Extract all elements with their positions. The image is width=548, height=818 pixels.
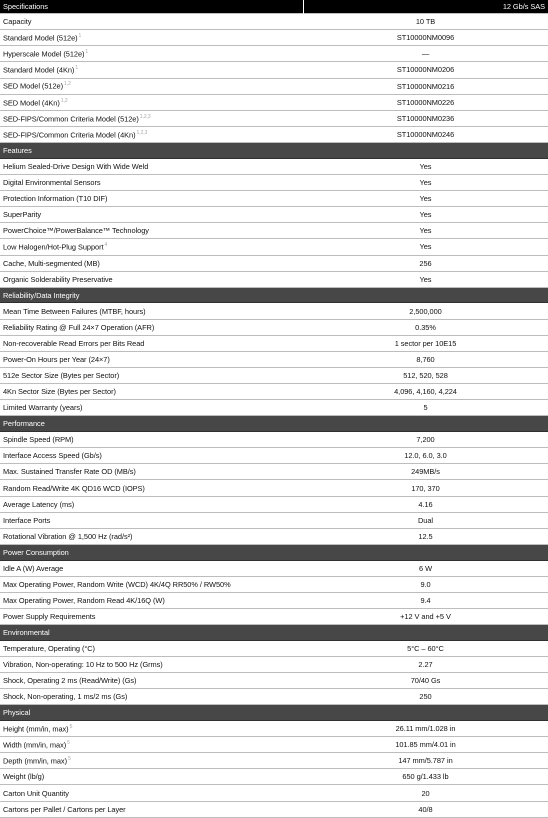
spec-value: 9.4	[420, 595, 431, 605]
spec-label: Weight (lb/g)	[3, 772, 45, 782]
spec-row	[0, 737, 548, 753]
spec-value: 1 sector per 10E15	[394, 338, 457, 348]
spec-label-cell	[0, 532, 303, 541]
spec-label-cell	[0, 226, 303, 235]
spec-label-cell	[0, 162, 303, 171]
spec-label-cell	[0, 65, 303, 74]
spec-row	[0, 609, 548, 625]
spec-row	[0, 79, 548, 95]
spec-row	[0, 721, 548, 737]
spec-value: Yes	[419, 161, 432, 171]
spec-value: 2.27	[418, 659, 433, 669]
spec-label-cell	[0, 323, 303, 332]
spec-value: 2,500,000	[409, 306, 442, 316]
spec-label: Power-On Hours per Year (24×7)	[3, 354, 110, 364]
spec-label-cell	[0, 435, 303, 444]
spec-value: Yes	[419, 274, 432, 284]
spec-value: Yes	[419, 177, 432, 187]
spec-label: Low Halogen/Hot-Plug Support	[3, 242, 104, 252]
spec-label-cell	[0, 692, 303, 701]
spec-value: 6 W	[419, 563, 432, 573]
footnote-marker: 1	[78, 32, 82, 39]
spec-label-cell	[0, 403, 303, 412]
spec-value: +12 V and +5 V	[400, 612, 451, 622]
spec-label: Carton Unit Quantity	[3, 788, 69, 798]
spec-label: Standard Model (512e)	[3, 33, 78, 43]
spec-value: 256	[419, 258, 432, 268]
spec-value: 10 TB	[415, 17, 436, 27]
spec-label: 4Kn Sector Size (Bytes per Sector)	[3, 387, 116, 397]
spec-value: 26.11 mm/1.028 in	[395, 723, 456, 733]
spec-label: Depth (mm/in, max)	[3, 756, 67, 766]
spec-label-cell	[0, 805, 303, 814]
spec-row	[0, 448, 548, 464]
spec-row	[0, 95, 548, 111]
spec-value: 5	[423, 403, 428, 413]
spec-label: Protection Information (T10 DIF)	[3, 194, 108, 204]
spec-value: ST10000NM0206	[396, 65, 455, 75]
spec-label-cell	[0, 756, 303, 765]
spec-label-cell	[0, 451, 303, 460]
spec-row	[0, 785, 548, 801]
section-title: Reliability/Data Integrity	[3, 290, 80, 300]
spec-row	[0, 303, 548, 319]
spec-label: Capacity	[3, 17, 32, 27]
spec-value: 7,200	[416, 435, 435, 445]
footnote-marker: 1,2,3	[136, 129, 148, 136]
spec-value: ST10000NM0226	[396, 97, 455, 107]
spec-label-cell	[0, 500, 303, 509]
spec-value: 4,096, 4,160, 4,224	[394, 387, 457, 397]
spec-value: Yes	[419, 226, 432, 236]
section-header	[0, 545, 548, 561]
spec-row	[0, 175, 548, 191]
spec-row	[0, 577, 548, 593]
spec-value: 20	[421, 788, 430, 798]
section-title: Power Consumption	[3, 547, 69, 557]
spec-label: Digital Environmental Sensors	[3, 177, 101, 187]
spec-label-cell	[0, 194, 303, 203]
spec-label-cell	[0, 644, 303, 653]
spec-row	[0, 30, 548, 46]
spec-value: —	[421, 49, 430, 59]
spec-label: Hyperscale Model (512e)	[3, 49, 85, 59]
spec-value: 147 mm/5.787 in	[398, 756, 453, 766]
spec-label: Vibration, Non-operating: 10 Hz to 500 Hz (Grms)	[3, 659, 163, 669]
spec-value: Yes	[419, 242, 432, 252]
spec-row	[0, 641, 548, 657]
spec-label: Interface Access Speed (Gb/s)	[3, 451, 102, 461]
spec-value: ST10000NM0216	[396, 81, 455, 91]
spec-label: Organic Solderability Preservative	[3, 274, 113, 284]
spec-row	[0, 497, 548, 513]
spec-table-body	[0, 14, 548, 818]
header-model: 12 Gb/s SAS	[303, 0, 548, 14]
section-title: Performance	[3, 419, 45, 429]
spec-row	[0, 352, 548, 368]
spec-label: Standard Model (4Kn)	[3, 65, 75, 75]
spec-label: Average Latency (ms)	[3, 499, 75, 509]
spec-label: SED Model (512e)	[3, 81, 63, 91]
spec-label: Width (mm/in, max)	[3, 740, 67, 750]
spec-row	[0, 673, 548, 689]
spec-row	[0, 561, 548, 577]
footnote-marker: 1	[75, 65, 79, 72]
spec-label: Height (mm/in, max)	[3, 724, 69, 734]
spec-row	[0, 513, 548, 529]
footnote-marker: 1	[85, 49, 89, 56]
spec-label: Power Supply Requirements	[3, 612, 96, 622]
spec-label-cell	[0, 740, 303, 749]
spec-value: 0.35%	[415, 322, 436, 332]
spec-label-cell	[0, 516, 303, 525]
spec-label-cell	[0, 242, 303, 251]
spec-label-cell	[0, 612, 303, 621]
spec-label: Random Read/Write 4K QD16 WCD (IOPS)	[3, 483, 145, 493]
spec-value: 9.0	[420, 579, 431, 589]
spec-label-cell	[0, 789, 303, 798]
spec-label: Cartons per Pallet / Cartons per Layer	[3, 804, 126, 814]
spec-row	[0, 432, 548, 448]
spec-label: Shock, Operating 2 ms (Read/Write) (Gs)	[3, 676, 137, 686]
spec-value: 70/40 Gs	[410, 676, 441, 686]
spec-value: ST10000NM0096	[396, 33, 455, 43]
spec-row	[0, 593, 548, 609]
spec-value: 8,760	[416, 354, 435, 364]
spec-row	[0, 111, 548, 127]
footnote-marker: 1,2	[64, 81, 71, 88]
spec-label: SED-FIPS/Common Criteria Model (4Kn)	[3, 130, 136, 140]
spec-label: Max. Sustained Transfer Rate OD (MB/s)	[3, 467, 136, 477]
spec-label: Shock, Non-operating, 1 ms/2 ms (Gs)	[3, 692, 128, 702]
spec-row	[0, 802, 548, 818]
spec-label-cell	[0, 339, 303, 348]
spec-row	[0, 239, 548, 255]
spec-row	[0, 223, 548, 239]
spec-row	[0, 14, 548, 30]
spec-row	[0, 207, 548, 223]
spec-row	[0, 272, 548, 288]
spec-label-cell	[0, 259, 303, 268]
spec-label: SED-FIPS/Common Criteria Model (512e)	[3, 114, 139, 124]
spec-label: Spindle Speed (RPM)	[3, 435, 74, 445]
spec-label-cell	[0, 676, 303, 685]
section-header	[0, 288, 548, 304]
spec-row	[0, 336, 548, 352]
spec-row	[0, 464, 548, 480]
spec-label: Interface Ports	[3, 515, 51, 525]
spec-label-cell	[0, 33, 303, 42]
spec-label-cell	[0, 596, 303, 605]
spec-label-cell	[0, 580, 303, 589]
section-header	[0, 625, 548, 641]
section-header	[0, 416, 548, 432]
spec-label: Temperature, Operating (°C)	[3, 643, 95, 653]
spec-label: Non-recoverable Read Errors per Bits Read	[3, 338, 145, 348]
spec-label-cell	[0, 81, 303, 90]
spec-row	[0, 657, 548, 673]
spec-label: Idle A (W) Average	[3, 563, 64, 573]
spec-value: ST10000NM0236	[396, 113, 455, 123]
spec-value: 4.16	[418, 499, 433, 509]
header-label: Specifications	[3, 2, 48, 11]
spec-value: 12.5	[418, 531, 433, 541]
spec-label: Max Operating Power, Random Read 4K/16Q (W)	[3, 595, 165, 605]
spec-value: 40/8	[418, 804, 433, 814]
spec-label: Rotational Vibration @ 1,500 Hz (rad/s²)	[3, 531, 133, 541]
footnote-marker: 4	[104, 242, 108, 249]
spec-row	[0, 753, 548, 769]
spec-row	[0, 480, 548, 496]
spec-row	[0, 689, 548, 705]
spec-label-cell	[0, 660, 303, 669]
spec-value: 249MB/s	[411, 467, 440, 477]
spec-table-header	[0, 0, 548, 14]
spec-row	[0, 400, 548, 416]
spec-value: Dual	[418, 515, 433, 525]
spec-label-cell	[0, 371, 303, 380]
spec-label: Cache, Multi-segmented (MB)	[3, 258, 100, 268]
section-title: Environmental	[3, 627, 50, 637]
footnote-marker: 5	[67, 739, 70, 746]
spec-label: 512e Sector Size (Bytes per Sector)	[3, 371, 120, 381]
spec-value: Yes	[419, 194, 432, 204]
spec-label-cell	[0, 98, 303, 107]
spec-label-cell	[0, 49, 303, 58]
spec-value: 12.0, 6.0, 3.0	[404, 451, 447, 461]
spec-label-cell	[0, 772, 303, 781]
spec-label: Helium Sealed-Drive Design With Wide Weld	[3, 161, 149, 171]
spec-value: 250	[419, 692, 432, 702]
spec-label-cell	[0, 387, 303, 396]
spec-label-cell	[0, 178, 303, 187]
spec-label: PowerChoice™/PowerBalance™ Technology	[3, 226, 149, 236]
spec-row	[0, 529, 548, 545]
section-title: Physical	[3, 708, 31, 718]
section-title: Features	[3, 145, 32, 155]
spec-row	[0, 46, 548, 62]
spec-label: SuperParity	[3, 210, 42, 220]
spec-label-cell	[0, 724, 303, 733]
spec-label-cell	[0, 17, 303, 26]
spec-value: Yes	[419, 210, 432, 220]
spec-row	[0, 127, 548, 143]
spec-value: 512, 520, 528	[403, 371, 448, 381]
spec-label-cell	[0, 307, 303, 316]
spec-label: Mean Time Between Failures (MTBF, hours)	[3, 306, 146, 316]
spec-label-cell	[0, 114, 303, 123]
section-header	[0, 705, 548, 721]
spec-row	[0, 384, 548, 400]
footnote-marker: 5	[68, 756, 71, 763]
section-header	[0, 143, 548, 159]
spec-label-cell	[0, 467, 303, 476]
spec-row	[0, 256, 548, 272]
spec-row	[0, 769, 548, 785]
footnote-marker: 1,2,3	[139, 113, 151, 120]
spec-row	[0, 159, 548, 175]
spec-row	[0, 62, 548, 78]
spec-label-cell	[0, 210, 303, 219]
spec-value: 101.85 mm/4.01 in	[395, 740, 456, 750]
spec-label: Reliability Rating @ Full 24×7 Operation (AFR)	[3, 322, 155, 332]
spec-label: Limited Warranty (years)	[3, 403, 83, 413]
spec-label-cell	[0, 484, 303, 493]
spec-value: ST10000NM0246	[396, 130, 455, 140]
footnote-marker: 1,2	[60, 97, 68, 104]
spec-value: 170, 370	[411, 483, 440, 493]
spec-value: 650 g/1.433 lb	[402, 772, 449, 782]
spec-row	[0, 191, 548, 207]
spec-label-cell	[0, 130, 303, 139]
spec-label-cell	[0, 564, 303, 573]
spec-label: Max Operating Power, Random Write (WCD) 4K/4Q RR50% / RW50%	[3, 579, 231, 589]
spec-label-cell	[0, 275, 303, 284]
footnote-marker: 5	[69, 723, 73, 730]
spec-label: SED Model (4Kn)	[3, 98, 60, 107]
spec-value: 5°C – 60°C	[407, 643, 444, 653]
spec-row	[0, 320, 548, 336]
spec-row	[0, 368, 548, 384]
spec-label-cell	[0, 355, 303, 364]
